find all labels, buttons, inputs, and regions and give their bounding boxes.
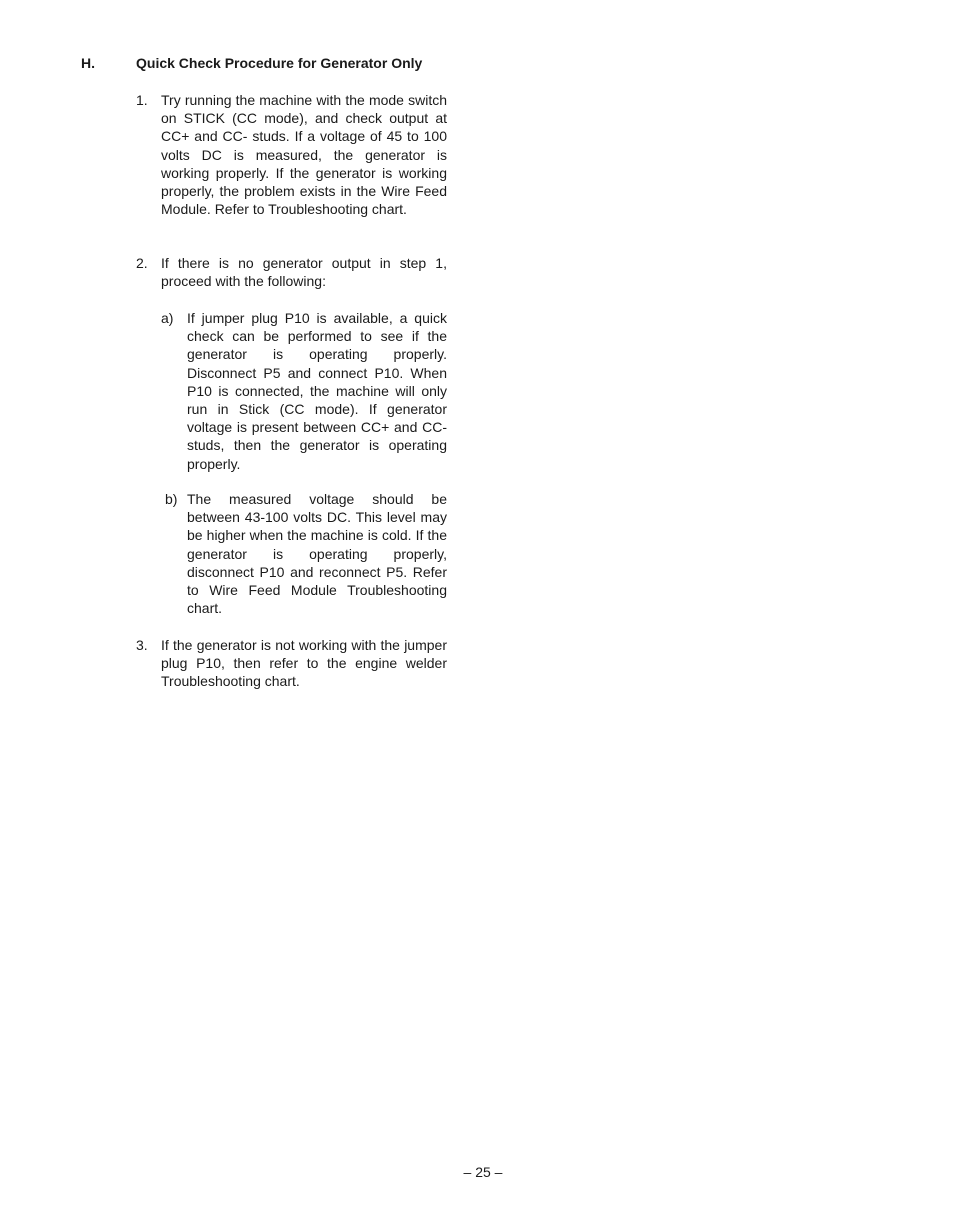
step-2-number: 2. [136, 255, 148, 271]
step-1-text: Try running the machine with the mode switch on STICK (CC mode), and check output at CC+ and CC- studs. If a voltage of 45 to 100 volts DC is measured, the generator is working properly. If the generator is working properly, the problem exists in the Wire Feed Module. Refer to Troubleshooting chart. [161, 92, 447, 218]
step-1-number: 1. [136, 92, 148, 108]
step-2b-text: The measured voltage should be between 43-100 volts DC. This level may be higher when the machine is cold. If the generator is operating properly, disconnect P10 and reconnect P5. Refer to Wire Feed Module Troubleshooting chart. [187, 491, 447, 617]
step-2a-text: If jumper plug P10 is available, a quick check can be performed to see if the generator is operating properly. Disconnect P5 and connect P10. When P10 is connected, the machine will only run in Stick (CC mode). If generator voltage is present between CC+ and CC- studs, then the generator is operating properly. [187, 310, 447, 472]
step-2-text: If there is no generator output in step 1, proceed with the following: [161, 255, 447, 290]
step-3-text: If the generator is not working with the jumper plug P10, then refer to the engine welder Troubleshooting chart. [161, 637, 447, 690]
page-number: – 25 – [463, 1164, 503, 1180]
section-letter: H. [81, 55, 95, 71]
section-title: Quick Check Procedure for Generator Only [136, 55, 423, 71]
step-2b-letter: b) [165, 491, 178, 507]
step-3-number: 3. [136, 637, 148, 653]
step-2a-letter: a) [161, 310, 174, 326]
